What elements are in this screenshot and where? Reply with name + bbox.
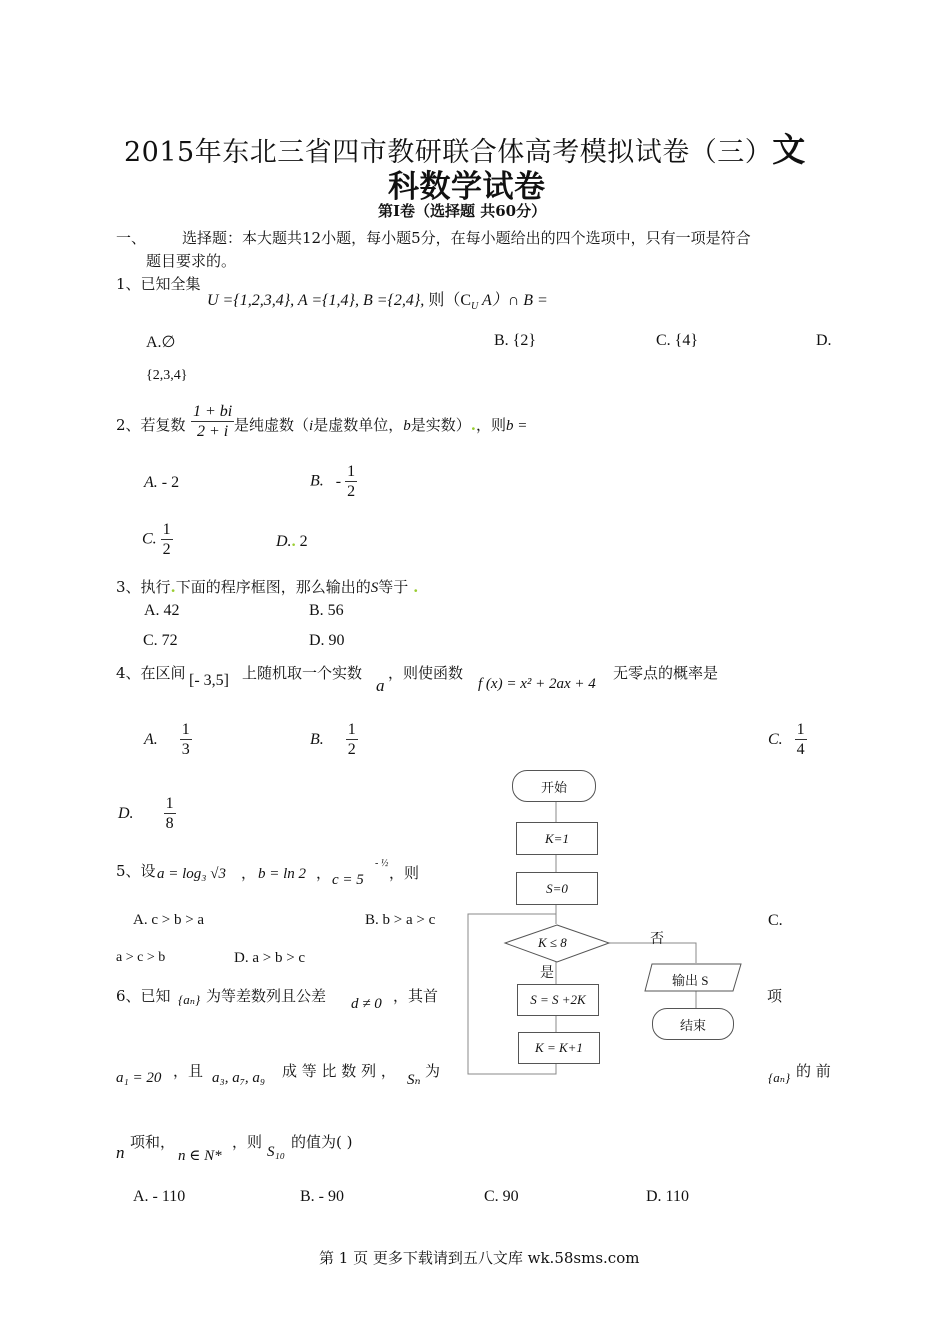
q4-option-a — [144, 720, 192, 759]
q6-and: ，且 — [173, 1062, 204, 1080]
q6-ninN: n ∈ N* — [178, 1148, 222, 1164]
q1-tail2: A）∩ B = — [481, 292, 548, 309]
q2-option-d: D.. 2 — [276, 533, 308, 550]
q2-label: 2、若复数 — [116, 416, 186, 434]
flowchart-s-update: S = S +2K — [517, 984, 599, 1016]
q6-text6: 的值为( ) — [291, 1133, 353, 1151]
q2-text-4: ，则 — [475, 416, 506, 434]
q3-label-1: 3、执行 — [116, 578, 171, 596]
flowchart-s-init-text: S=0 — [546, 880, 568, 896]
q2-frac-den: 2 + i — [197, 423, 229, 440]
q3-label-3: 等于 — [378, 578, 409, 596]
q5-sep2: ， — [316, 864, 332, 882]
q1-tail: 则（C — [428, 292, 471, 309]
flowchart-no: 否 — [650, 931, 664, 947]
q1-option-a: A.∅ — [146, 334, 176, 351]
q2-option-b — [310, 462, 357, 501]
q2-frac-num: 1 + bi — [193, 403, 233, 420]
q2-option-a — [144, 474, 179, 492]
flowchart-k-init — [516, 822, 598, 855]
q4-func: f (x) = x² + 2ax + 4 — [478, 676, 596, 692]
q2-b-sign: - — [335, 472, 342, 490]
q4-c-den: 4 — [796, 741, 805, 758]
flowchart-start: 开始 — [512, 770, 596, 802]
q1-label: 1、已知全集 — [116, 275, 201, 293]
subtitle: 第Ⅰ卷（选择题 共60分） — [378, 202, 547, 220]
q2-d-label: D. — [276, 533, 292, 550]
q2-c-den: 2 — [162, 541, 171, 558]
q4-text: 上随机取一个实数 — [242, 664, 363, 682]
q2-c-num: 1 — [162, 521, 171, 538]
q2-a-label: A. — [144, 474, 158, 491]
q1-expr-text: U ={1,2,3,4}, A ={1,4}, B ={2,4}, — [207, 292, 425, 309]
title-end: 文 — [772, 130, 806, 169]
q4-b-num: 1 — [347, 721, 356, 738]
q6-text: 为等差数列且公差 — [206, 987, 327, 1005]
q3-option-a: A. 42 — [144, 602, 180, 619]
flowchart-yes: 是 — [540, 965, 554, 981]
page-footer: 第 1 页 更多下载请到五八文库 wk.58sms.com — [319, 1249, 640, 1267]
q6-n: n — [116, 1143, 125, 1162]
q5-expr-a: a = log₃ √3 — [157, 866, 226, 882]
q6-d: d ≠ 0 — [351, 996, 382, 1012]
q2-fraction — [191, 402, 234, 441]
q2-b-label: B. — [310, 472, 324, 490]
q4-b-label: B. — [310, 730, 324, 748]
q4-d-num: 1 — [165, 795, 174, 812]
q4-a-num: 1 — [181, 721, 190, 738]
q2-b-den: 2 — [347, 483, 356, 500]
q4-c-num: 1 — [796, 721, 805, 738]
q1-expr — [207, 287, 548, 312]
q4-a-label: A. — [144, 730, 158, 748]
q1-option-d: D. — [816, 332, 832, 349]
q4-option-c — [768, 720, 807, 759]
q4-b-den: 2 — [347, 741, 356, 758]
q5-exp: - ½ — [375, 858, 389, 869]
section-num: 一、 — [116, 229, 147, 247]
q6-an2: {aₙ} — [768, 1070, 791, 1085]
q6-seq: a₃, a₇, a₉ — [212, 1070, 266, 1086]
q5-option-c-value: a > c > b — [116, 950, 166, 965]
q5-sep1: ， — [241, 864, 257, 882]
flowchart-output: 输出 S — [672, 973, 709, 988]
q6-label: 6、已知 — [116, 987, 171, 1005]
q3-option-d: D. 90 — [309, 632, 345, 649]
q2-text-3: 是实数） — [410, 416, 471, 434]
q2-c-label: C. — [142, 530, 157, 548]
q6-option-d: D. 110 — [646, 1188, 689, 1205]
section-text: 选择题：本大题共12小题，每小题5分，在每小题给出的四个选项中，只有一项是符合 — [182, 229, 751, 247]
q6-option-c: C. 90 — [484, 1188, 519, 1205]
flowchart-condition: K ≤ 8 — [538, 935, 567, 950]
q1-option-d-value: {2,3,4} — [146, 368, 188, 383]
q2-i: i — [309, 418, 314, 434]
q6-s10: S₁₀ — [267, 1144, 285, 1160]
q6-option-b: B. - 90 — [300, 1188, 344, 1205]
q6-text2: ，其首 — [393, 987, 439, 1005]
q4-option-d — [118, 794, 176, 833]
q3-label-2: 下面的程序框图，那么输出的 — [175, 578, 371, 596]
q2-b-num: 1 — [347, 463, 356, 480]
title-line2: 科数学试卷 — [388, 169, 546, 205]
flowchart-k-update: K = K+1 — [518, 1032, 600, 1064]
q3-option-b: B. 56 — [309, 602, 344, 619]
q1-option-c: C. {4} — [656, 332, 699, 349]
q2-d-val: 2 — [299, 533, 308, 550]
q3-s: S — [370, 580, 379, 596]
q2-text-2: 是虚数单位， — [313, 416, 404, 434]
q4-a-den: 3 — [181, 741, 190, 758]
q6-wei: 为 — [425, 1062, 441, 1080]
q4-text3: 无零点的概率是 — [613, 664, 719, 682]
q6-sn: Sₙ — [407, 1072, 421, 1088]
q5-tail: ，则 — [389, 864, 420, 882]
q6-option-a: A. - 110 — [133, 1188, 186, 1205]
q2-b: b — [403, 418, 411, 434]
q4-d-den: 8 — [165, 815, 174, 832]
q5-expr-c: c = 5 — [332, 872, 364, 888]
q4-option-b — [310, 720, 358, 759]
q3-option-c: C. 72 — [143, 632, 178, 649]
q6-xiang: 项 — [767, 987, 783, 1005]
q1-option-b: B. {2} — [494, 332, 537, 349]
section-text2: 题目要求的。 — [146, 252, 237, 270]
q4-text2: ，则使函数 — [388, 664, 464, 682]
q4-a: a — [376, 676, 385, 695]
q6-text4: 项和， — [130, 1133, 176, 1151]
title-text: 2015年东北三省四市教研联合体高考模拟试卷（三） — [124, 137, 773, 168]
q2-expr: b = — [505, 418, 528, 434]
q3-label: 3、执行.下面的程序框图，那么输出的S等于 . — [116, 578, 419, 596]
q6-a1: a₁ = 20 — [116, 1070, 162, 1086]
q5-option-a: A. c > b > a — [133, 912, 205, 928]
q5-option-d: D. a > b > c — [234, 950, 306, 966]
q2-text-1: 是纯虚数（ — [234, 416, 310, 434]
flowchart-s-init — [516, 872, 598, 905]
q5-option-c: C. — [768, 912, 783, 929]
flowchart-k-init-text: K=1 — [545, 830, 569, 846]
q1-sub: U — [471, 301, 479, 313]
q6-text5: ，则 — [232, 1133, 263, 1151]
q4-interval: [- 3,5] — [189, 672, 229, 689]
q4-d-label: D. — [118, 804, 134, 822]
q6-an: {aₙ} — [178, 992, 201, 1007]
q5-option-b: B. b > a > c — [365, 912, 436, 928]
q5-label: 5、设 — [116, 862, 156, 880]
q2-option-c — [142, 520, 173, 559]
flowchart-end: 结束 — [652, 1008, 734, 1040]
q6-de: 的 前 — [796, 1062, 831, 1080]
q6-text3: 成 等 比 数 列 ， — [282, 1062, 396, 1080]
q4-label: 4、在区间 — [116, 664, 186, 682]
q5-expr-b: b = ln 2 — [258, 866, 307, 882]
q2-a-val: - 2 — [161, 474, 180, 491]
q4-c-label: C. — [768, 730, 783, 748]
q2-text: 是纯虚数（i是虚数单位，b是实数）.，则b = — [234, 416, 528, 434]
